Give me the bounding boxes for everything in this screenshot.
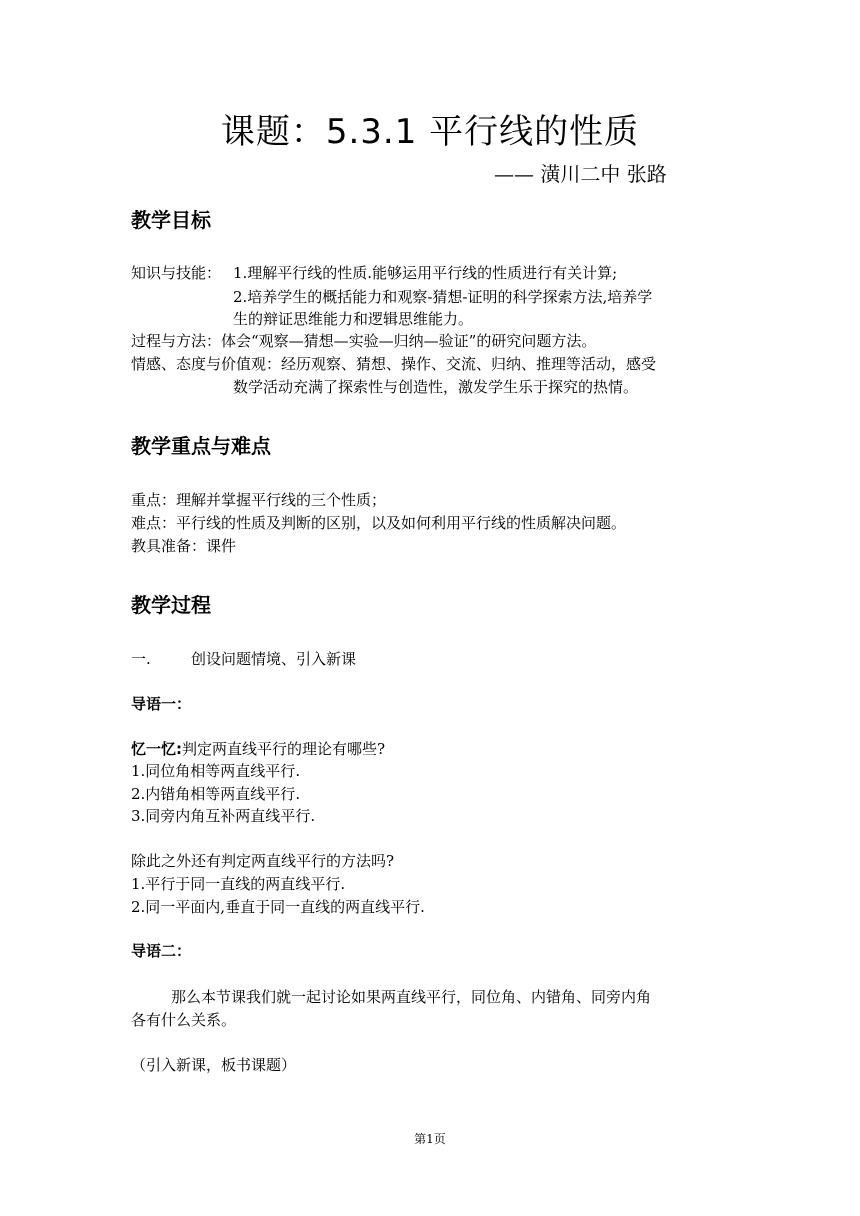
list-item: 2.内错角相等两直线平行.: [131, 785, 301, 803]
emotion-attitude: 情感、态度与价值观：经历观察、猜想、操作、交流、归纳、推理等活动，感受: [131, 355, 657, 373]
knowledge-label: 知识与技能：: [131, 264, 222, 282]
author-line: —— 潢川二中 张路: [494, 162, 667, 186]
recall-question: 判定两直线平行的理论有哪些?: [182, 740, 386, 758]
note: （引入新课，板书课题）: [131, 1056, 297, 1074]
intro-1: 导语一：: [131, 695, 192, 713]
step1-title: 创设问题情境、引入新课: [191, 650, 357, 668]
process-method: 过程与方法：体会“观察—猜想—实验—归纳—验证”的研究问题方法。: [131, 332, 597, 350]
knowledge-item-1: 1.理解平行线的性质.能够运用平行线的性质进行有关计算;: [233, 264, 618, 282]
teaching-tools: 教具准备：课件: [131, 537, 237, 555]
page-title: 课题：5.3.1 平行线的性质: [220, 112, 640, 152]
list-item: 1.同位角相等两直线平行.: [131, 762, 301, 780]
recall-line: [131, 738, 385, 760]
list-item: 1.平行于同一直线的两直线平行.: [131, 875, 346, 893]
section-heading-goals: 教学目标: [131, 208, 211, 232]
key-point: 重点：理解并掌握平行线的三个性质；: [131, 491, 387, 509]
list-item: 2.同一平面内,垂直于同一直线的两直线平行.: [131, 898, 425, 916]
paragraph: 那么本节课我们就一起讨论如果两直线平行，同位角、内错角、同旁内角: [171, 988, 652, 1006]
page-number: 第1页: [414, 1132, 446, 1146]
intro-2: 导语二：: [131, 942, 192, 960]
knowledge-item-2-cont: 生的辩证思维能力和逻辑思维能力。: [233, 310, 474, 328]
difficulty-point: 难点：平行线的性质及判断的区别，以及如何利用平行线的性质解决问题。: [131, 514, 627, 532]
section-heading-process: 教学过程: [131, 593, 211, 617]
step1-number: 一.: [131, 650, 151, 668]
recall-label: 忆一忆:: [131, 740, 182, 758]
list-item: 3.同旁内角互补两直线平行.: [131, 807, 316, 825]
knowledge-item-2: 2.培养学生的概括能力和观察-猜想-证明的科学探索方法,培养学: [233, 288, 653, 306]
other-methods-question: 除此之外还有判定两直线平行的方法吗?: [131, 852, 395, 870]
section-heading-keypoints: 教学重点与难点: [131, 434, 271, 458]
paragraph-cont: 各有什么关系。: [131, 1011, 237, 1029]
emotion-attitude-cont: 数学活动充满了探索性与创造性，激发学生乐于探究的热情。: [233, 378, 639, 396]
